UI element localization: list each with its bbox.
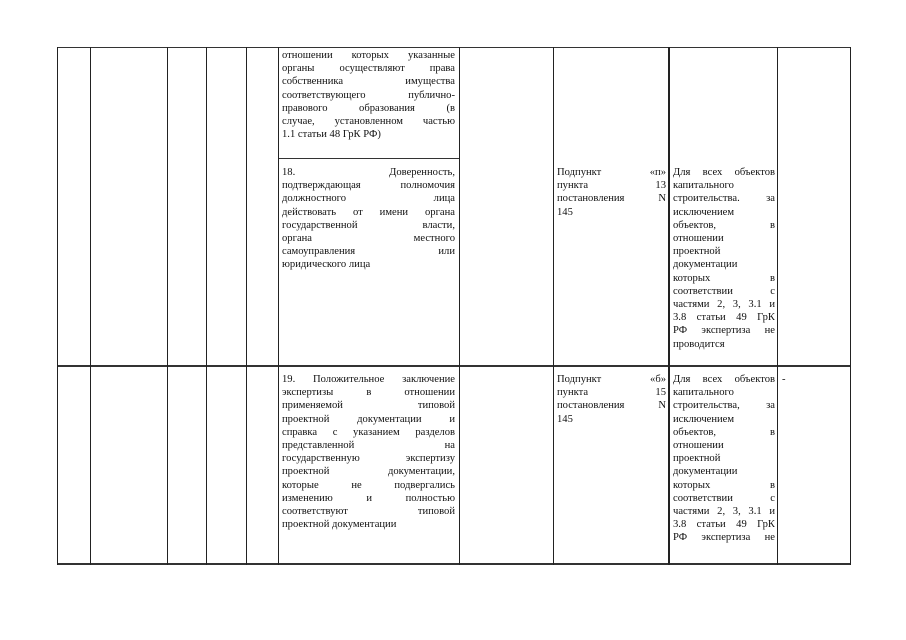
text-line: органы осуществляют права [282,63,455,75]
note-cell [782,373,842,386]
row-divider [57,365,850,367]
reference-line [557,166,666,179]
text-line: 1.1 статьи 48 ГрК РФ) [282,129,381,141]
text-line: частями 2, 3, 3.1 и [673,299,775,311]
column-border [90,47,91,565]
applicability-cell [673,166,775,351]
text-line: изменению и полностью [282,492,455,504]
text-line: 3.8 статьи 49 ГрК [673,312,775,324]
document-cell [282,166,455,272]
text-line: правового образования (в [282,102,455,114]
text: 13 [655,180,666,192]
reference-cell [557,166,666,219]
text-line: 19. Положительное заключение [282,374,455,385]
document-cell [282,373,455,531]
text-line: соответствующего публично- [282,89,455,101]
text-line: частями 2, 3, 3.1 и [673,506,775,518]
text-line: отношении которых указанные [282,50,455,61]
reference-line [557,179,666,192]
text-line: проектной документации [282,519,397,531]
text-line: объектов, в [673,426,775,438]
reference-cell [557,373,666,426]
text-line: представленной на [282,440,455,452]
text-line: проводится [673,338,725,350]
text: «б» [650,374,666,385]
text: Подпункт [557,167,602,178]
text: пункта [557,387,589,399]
reference-line [557,413,666,426]
text-line: которых в [673,479,775,491]
text-line: проектной документации и [282,413,455,425]
text-line: справка с указанием разделов [282,426,455,438]
reference-line [557,373,666,386]
text: Подпункт [557,374,602,385]
text-line: исключением [673,413,735,425]
column-border [167,47,168,565]
document-cell [282,49,455,141]
text: постановления [557,400,625,412]
text-line: документации [673,466,738,478]
text-line: случае, установленном частью [282,116,455,128]
text-line: должностного лица [282,193,455,205]
text-line: проектной [673,246,721,258]
text-line: собственника имущества [282,76,455,88]
text-line: проектной документации, [282,466,455,478]
text-line: объектов, в [673,219,775,231]
table-bottom-border [57,563,850,565]
text-line: документации [673,259,738,271]
text-line: капитального [673,387,734,399]
text-line: РФ экспертиза не [673,532,775,544]
reference-line [557,399,666,412]
text-line: 3.8 статьи 49 ГрК [673,519,775,531]
text-line: Для всех объектов [673,374,775,385]
text-line: строительства, за [673,400,775,412]
reference-line [557,386,666,399]
column-border [57,47,58,565]
text-line: проектной [673,453,721,465]
reference-line [557,206,666,219]
text-line: соответствии с [673,492,775,504]
text: постановления [557,193,625,205]
text-line: отношении [673,233,724,245]
text: 145 [557,413,573,425]
table-top-border [57,47,850,48]
text-line: действовать от имени органа [282,206,455,218]
text-line: экспертизы в отношении [282,387,455,399]
text-line: строительства. за [673,193,775,205]
column-border [850,47,851,565]
text-line: подтверждающая полномочия [282,180,455,192]
text: N [658,193,666,205]
note-dash: - [782,374,786,385]
text: N [658,400,666,412]
text-line: исключением [673,206,735,218]
text-line: капитального [673,180,734,192]
column-border [668,47,670,565]
text-line: отношении [673,440,724,452]
text-line: государственную экспертизу [282,453,455,465]
column-border [553,47,554,565]
text-line: органа местного [282,233,455,245]
text-line: Для всех объектов [673,167,775,178]
reference-line [557,192,666,205]
text: 145 [557,206,573,218]
text-line: юридического лица [282,259,371,271]
column-border [246,47,247,565]
column-border [777,47,778,565]
column-border [278,47,279,565]
text: «п» [649,167,666,178]
text-line: государственной власти, [282,219,455,231]
text-line: которых в [673,272,775,284]
text-line: соответствуют типовой [282,506,455,518]
applicability-cell [673,373,775,545]
column-border [206,47,207,565]
text: пункта [557,180,589,192]
text-line: применяемой типовой [282,400,455,412]
text-line: соответствии с [673,285,775,297]
text-line: самоуправления или [282,246,455,258]
column-border [459,47,460,565]
text-line: 18. Доверенность, [282,167,455,178]
row-divider [278,158,459,159]
text-line: РФ экспертиза не [673,325,775,337]
text-line: которые не подвергались [282,479,455,491]
text: 15 [655,387,666,399]
